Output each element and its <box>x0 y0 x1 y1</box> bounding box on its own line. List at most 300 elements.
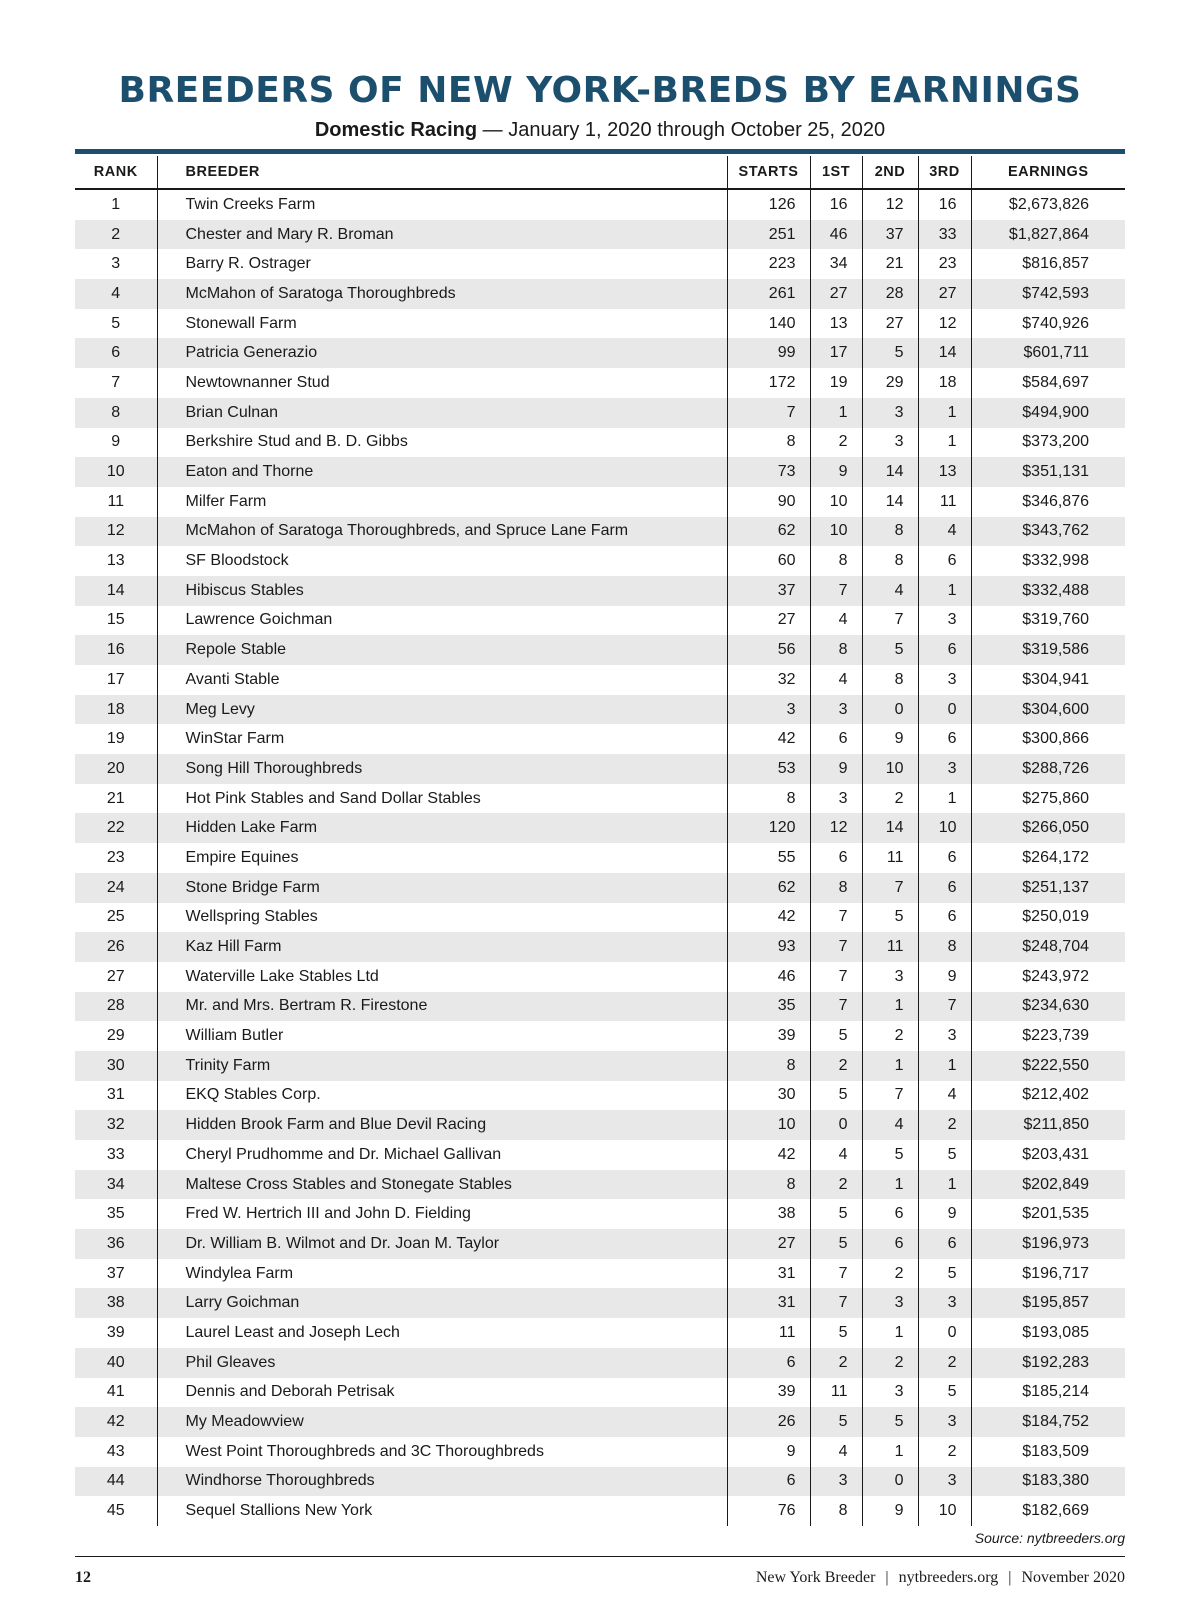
cell-rank: 22 <box>75 813 157 843</box>
cell-third: 13 <box>918 457 971 487</box>
table-row <box>75 309 1125 339</box>
cell-breeder: Laurel Least and Joseph Lech <box>157 1318 727 1348</box>
cell-rank: 33 <box>75 1140 157 1170</box>
cell-breeder: Waterville Lake Stables Ltd <box>157 962 727 992</box>
cell-third: 8 <box>918 932 971 962</box>
cell-third: 1 <box>918 576 971 606</box>
cell-breeder: Dr. William B. Wilmot and Dr. Joan M. Taylor <box>157 1229 727 1259</box>
cell-third: 27 <box>918 279 971 309</box>
cell-rank: 10 <box>75 457 157 487</box>
cell-first: 2 <box>810 1051 862 1081</box>
cell-second: 11 <box>862 932 918 962</box>
cell-earnings: $184,752 <box>971 1407 1125 1437</box>
cell-earnings: $196,717 <box>1022 1264 1089 1282</box>
cell-earnings: $816,857 <box>1022 255 1089 273</box>
cell-starts: 9 <box>727 1437 810 1467</box>
cell-breeder: Barry R. Ostrager <box>157 249 727 279</box>
cell-rank: 38 <box>75 1288 157 1318</box>
col-header-earnings: EARNINGS <box>971 156 1125 189</box>
cell-rank: 45 <box>75 1496 157 1526</box>
cell-earnings: $740,926 <box>1022 314 1089 332</box>
cell-starts: 31 <box>727 1288 810 1318</box>
breeders-table <box>75 156 1125 1526</box>
cell-starts: 73 <box>727 457 810 487</box>
table-row <box>75 1140 1125 1170</box>
cell-starts: 6 <box>727 1348 810 1378</box>
cell-breeder: Cheryl Prudhomme and Dr. Michael Gallivan <box>157 1140 727 1170</box>
cell-breeder: WinStar Farm <box>157 724 727 754</box>
cell-earnings: $275,860 <box>1022 789 1089 807</box>
cell-rank: 32 <box>75 1110 157 1140</box>
cell-starts: 38 <box>727 1199 810 1229</box>
cell-starts: 7 <box>727 398 810 428</box>
cell-first: 19 <box>810 368 862 398</box>
cell-rank: 15 <box>75 606 157 636</box>
cell-first: 4 <box>810 1437 862 1467</box>
table-row <box>75 487 1125 517</box>
cell-breeder: Lawrence Goichman <box>157 606 727 636</box>
cell-second: 7 <box>862 1081 918 1111</box>
cell-starts: 93 <box>727 932 810 962</box>
cell-rank: 42 <box>75 1407 157 1437</box>
cell-starts: 32 <box>727 665 810 695</box>
cell-starts: 39 <box>727 1021 810 1051</box>
cell-rank: 39 <box>75 1318 157 1348</box>
cell-third: 5 <box>918 1259 971 1289</box>
cell-second: 3 <box>862 398 918 428</box>
cell-third: 9 <box>918 962 971 992</box>
cell-first: 8 <box>810 873 862 903</box>
cell-third: 23 <box>918 249 971 279</box>
cell-rank: 18 <box>75 695 157 725</box>
cell-breeder: Wellspring Stables <box>157 903 727 933</box>
cell-breeder: Sequel Stallions New York <box>157 1496 727 1526</box>
cell-third: 3 <box>918 1467 971 1497</box>
cell-first: 8 <box>810 1496 862 1526</box>
cell-third: 1 <box>918 784 971 814</box>
cell-third: 16 <box>918 189 971 220</box>
cell-first: 1 <box>810 398 862 428</box>
cell-rank: 7 <box>75 368 157 398</box>
table-row <box>75 398 1125 428</box>
cell-second: 2 <box>862 1348 918 1378</box>
cell-first: 4 <box>810 665 862 695</box>
table-row <box>75 576 1125 606</box>
cell-breeder: Maltese Cross Stables and Stonegate Stables <box>157 1170 727 1200</box>
cell-first: 8 <box>810 635 862 665</box>
cell-third: 9 <box>918 1199 971 1229</box>
col-header-breeder: BREEDER <box>157 156 727 189</box>
table-row <box>75 1199 1125 1229</box>
cell-rank: 9 <box>75 428 157 458</box>
cell-starts: 99 <box>727 338 810 368</box>
cell-rank: 4 <box>75 279 157 309</box>
cell-breeder: Berkshire Stud and B. D. Gibbs <box>157 428 727 458</box>
cell-starts: 42 <box>727 903 810 933</box>
cell-second: 3 <box>862 1288 918 1318</box>
cell-breeder: Milfer Farm <box>157 487 727 517</box>
cell-rank: 30 <box>75 1051 157 1081</box>
table-row <box>75 873 1125 903</box>
cell-starts: 37 <box>727 576 810 606</box>
cell-second: 14 <box>862 813 918 843</box>
cell-starts: 76 <box>727 1496 810 1526</box>
cell-earnings: $251,137 <box>971 873 1125 903</box>
cell-second: 1 <box>862 1051 918 1081</box>
footer-website: nytbreeders.org <box>898 1569 999 1586</box>
cell-rank: 29 <box>75 1021 157 1051</box>
cell-breeder: Kaz Hill Farm <box>157 932 727 962</box>
cell-rank: 36 <box>75 1229 157 1259</box>
cell-second: 27 <box>862 309 918 339</box>
cell-first: 5 <box>810 1407 862 1437</box>
cell-earnings: $332,488 <box>971 576 1125 606</box>
cell-starts: 31 <box>727 1259 810 1289</box>
cell-second: 29 <box>862 368 918 398</box>
table-row <box>75 1437 1125 1467</box>
cell-earnings: $319,760 <box>1022 611 1089 629</box>
cell-third: 5 <box>918 1140 971 1170</box>
cell-second: 9 <box>862 1496 918 1526</box>
cell-third: 3 <box>918 1288 971 1318</box>
title-rule <box>75 149 1125 154</box>
cell-second: 12 <box>862 189 918 220</box>
table-row <box>75 665 1125 695</box>
cell-breeder: Hidden Brook Farm and Blue Devil Racing <box>157 1110 727 1140</box>
cell-breeder: Larry Goichman <box>157 1288 727 1318</box>
cell-second: 14 <box>862 457 918 487</box>
cell-rank: 23 <box>75 843 157 873</box>
cell-second: 1 <box>862 992 918 1022</box>
cell-breeder: Chester and Mary R. Broman <box>157 220 727 250</box>
cell-breeder: Song Hill Thoroughbreds <box>157 754 727 784</box>
cell-starts: 53 <box>727 754 810 784</box>
cell-first: 10 <box>810 487 862 517</box>
cell-starts: 46 <box>727 962 810 992</box>
table-row <box>75 992 1125 1022</box>
cell-third: 2 <box>918 1348 971 1378</box>
cell-first: 46 <box>810 220 862 250</box>
cell-rank: 37 <box>75 1259 157 1289</box>
table-row <box>75 1021 1125 1051</box>
cell-first: 5 <box>810 1199 862 1229</box>
cell-earnings: $195,857 <box>971 1288 1125 1318</box>
cell-starts: 62 <box>727 873 810 903</box>
footer-publication: New York Breeder <box>755 1569 876 1586</box>
cell-starts: 8 <box>727 1051 810 1081</box>
table-header <box>75 156 1125 189</box>
cell-breeder: Hibiscus Stables <box>157 576 727 606</box>
subtitle-date-range: — January 1, 2020 through October 25, 2020 <box>477 119 886 141</box>
cell-first: 5 <box>810 1229 862 1259</box>
cell-second: 5 <box>862 338 918 368</box>
cell-rank: 35 <box>75 1199 157 1229</box>
cell-earnings: $223,739 <box>1022 1027 1089 1045</box>
cell-first: 7 <box>810 992 862 1022</box>
cell-breeder: Newtownanner Stud <box>157 368 727 398</box>
cell-breeder: Eaton and Thorne <box>157 457 727 487</box>
cell-third: 4 <box>918 517 971 547</box>
cell-breeder: Patricia Generazio <box>157 338 727 368</box>
cell-second: 5 <box>862 903 918 933</box>
cell-second: 10 <box>862 754 918 784</box>
page-subtitle <box>0 119 1200 142</box>
cell-first: 6 <box>810 724 862 754</box>
cell-earnings: $601,711 <box>971 338 1125 368</box>
cell-third: 3 <box>918 754 971 784</box>
cell-earnings: $183,380 <box>971 1467 1125 1497</box>
cell-starts: 90 <box>727 487 810 517</box>
cell-breeder: Hot Pink Stables and Sand Dollar Stables <box>157 784 727 814</box>
table-row <box>75 1467 1125 1497</box>
table-row <box>75 1259 1125 1289</box>
cell-starts: 251 <box>727 220 810 250</box>
cell-rank: 28 <box>75 992 157 1022</box>
cell-breeder: Fred W. Hertrich III and John D. Fielding <box>157 1199 727 1229</box>
table-row <box>75 813 1125 843</box>
cell-third: 5 <box>918 1378 971 1408</box>
table-row <box>75 338 1125 368</box>
cell-breeder: Brian Culnan <box>157 398 727 428</box>
cell-rank: 26 <box>75 932 157 962</box>
cell-rank: 40 <box>75 1348 157 1378</box>
cell-rank: 41 <box>75 1378 157 1408</box>
cell-breeder: Hidden Lake Farm <box>157 813 727 843</box>
cell-first: 27 <box>810 279 862 309</box>
cell-third: 6 <box>918 724 971 754</box>
cell-earnings: $211,850 <box>971 1110 1125 1140</box>
cell-second: 9 <box>862 724 918 754</box>
cell-third: 6 <box>918 546 971 576</box>
cell-second: 1 <box>862 1437 918 1467</box>
cell-first: 5 <box>810 1318 862 1348</box>
cell-second: 8 <box>862 517 918 547</box>
cell-first: 2 <box>810 1170 862 1200</box>
cell-first: 0 <box>810 1110 862 1140</box>
col-header-third: 3RD <box>918 156 971 189</box>
cell-breeder: Stone Bridge Farm <box>157 873 727 903</box>
cell-rank: 8 <box>75 398 157 428</box>
table-row <box>75 1081 1125 1111</box>
cell-earnings: $346,876 <box>1022 492 1089 510</box>
cell-first: 3 <box>810 784 862 814</box>
cell-second: 2 <box>862 1021 918 1051</box>
table-row <box>75 932 1125 962</box>
cell-rank: 21 <box>75 784 157 814</box>
cell-second: 4 <box>862 1110 918 1140</box>
cell-third: 1 <box>918 1170 971 1200</box>
cell-breeder: Mr. and Mrs. Bertram R. Firestone <box>157 992 727 1022</box>
cell-rank: 16 <box>75 635 157 665</box>
cell-first: 12 <box>810 813 862 843</box>
footer-separator: | <box>885 1569 889 1586</box>
cell-earnings: $351,131 <box>971 457 1125 487</box>
cell-first: 10 <box>810 517 862 547</box>
cell-starts: 35 <box>727 992 810 1022</box>
cell-earnings: $584,697 <box>1022 373 1089 391</box>
page-title: BREEDERS OF NEW YORK-BREDS BY EARNINGS <box>118 70 1082 111</box>
cell-starts: 140 <box>727 309 810 339</box>
cell-third: 6 <box>918 873 971 903</box>
cell-second: 11 <box>862 843 918 873</box>
cell-starts: 42 <box>727 724 810 754</box>
cell-earnings: $319,586 <box>971 635 1125 665</box>
cell-earnings: $243,972 <box>1022 967 1089 985</box>
cell-starts: 62 <box>727 517 810 547</box>
cell-third: 0 <box>918 695 971 725</box>
cell-earnings: $202,849 <box>971 1170 1125 1200</box>
cell-rank: 44 <box>75 1467 157 1497</box>
cell-earnings: $742,593 <box>971 279 1125 309</box>
cell-earnings: $300,866 <box>1022 730 1089 748</box>
cell-rank: 24 <box>75 873 157 903</box>
cell-first: 3 <box>810 1467 862 1497</box>
cell-earnings: $222,550 <box>971 1051 1125 1081</box>
cell-earnings: $288,726 <box>971 754 1125 784</box>
cell-earnings: $332,998 <box>1022 552 1089 570</box>
cell-earnings: $248,704 <box>971 932 1125 962</box>
table-row <box>75 220 1125 250</box>
cell-starts: 42 <box>727 1140 810 1170</box>
table-row <box>75 1170 1125 1200</box>
cell-first: 6 <box>810 843 862 873</box>
footer-separator: | <box>1008 1569 1012 1586</box>
cell-third: 10 <box>918 1496 971 1526</box>
table-row <box>75 695 1125 725</box>
cell-breeder: Twin Creeks Farm <box>157 189 727 220</box>
cell-breeder: Meg Levy <box>157 695 727 725</box>
table-row <box>75 903 1125 933</box>
table-row <box>75 1051 1125 1081</box>
cell-earnings: $212,402 <box>1022 1086 1089 1104</box>
cell-breeder: Avanti Stable <box>157 665 727 695</box>
page-number: 12 <box>75 1569 91 1586</box>
cell-rank: 13 <box>75 546 157 576</box>
cell-starts: 120 <box>727 813 810 843</box>
cell-earnings: $2,673,826 <box>1008 195 1089 213</box>
cell-rank: 3 <box>75 249 157 279</box>
cell-rank: 19 <box>75 724 157 754</box>
cell-third: 0 <box>918 1318 971 1348</box>
cell-earnings: $185,214 <box>1022 1383 1089 1401</box>
cell-third: 6 <box>918 635 971 665</box>
cell-earnings: $201,535 <box>1022 1205 1089 1223</box>
cell-earnings: $192,283 <box>971 1348 1125 1378</box>
col-header-starts: STARTS <box>727 156 810 189</box>
cell-first: 7 <box>810 932 862 962</box>
cell-second: 21 <box>862 249 918 279</box>
cell-first: 7 <box>810 903 862 933</box>
cell-second: 8 <box>862 546 918 576</box>
cell-starts: 8 <box>727 1170 810 1200</box>
cell-third: 3 <box>918 606 971 636</box>
cell-breeder: Stonewall Farm <box>157 309 727 339</box>
cell-first: 7 <box>810 1288 862 1318</box>
footer-rule <box>75 1556 1125 1557</box>
cell-first: 2 <box>810 428 862 458</box>
cell-first: 3 <box>810 695 862 725</box>
cell-starts: 261 <box>727 279 810 309</box>
cell-earnings: $373,200 <box>1022 433 1089 451</box>
cell-second: 3 <box>862 428 918 458</box>
cell-third: 1 <box>918 428 971 458</box>
cell-second: 1 <box>862 1170 918 1200</box>
cell-first: 5 <box>810 1021 862 1051</box>
cell-second: 5 <box>862 1407 918 1437</box>
cell-rank: 25 <box>75 903 157 933</box>
cell-third: 4 <box>918 1081 971 1111</box>
cell-second: 5 <box>862 1140 918 1170</box>
cell-earnings: $203,431 <box>1022 1145 1089 1163</box>
cell-earnings: $250,019 <box>1022 908 1089 926</box>
cell-second: 6 <box>862 1199 918 1229</box>
cell-starts: 223 <box>727 249 810 279</box>
footer-issue: November 2020 <box>1021 1569 1125 1586</box>
cell-earnings: $264,172 <box>1022 848 1089 866</box>
table-body <box>75 189 1125 1526</box>
table-row <box>75 754 1125 784</box>
cell-second: 4 <box>862 576 918 606</box>
cell-rank: 27 <box>75 962 157 992</box>
cell-breeder: McMahon of Saratoga Thoroughbreds, and Spruce Lane Farm <box>157 517 727 547</box>
cell-rank: 17 <box>75 665 157 695</box>
cell-second: 0 <box>862 695 918 725</box>
cell-breeder: McMahon of Saratoga Thoroughbreds <box>157 279 727 309</box>
cell-breeder: Trinity Farm <box>157 1051 727 1081</box>
cell-earnings: $304,941 <box>1022 670 1089 688</box>
table-row <box>75 606 1125 636</box>
cell-starts: 39 <box>727 1378 810 1408</box>
table-row <box>75 1318 1125 1348</box>
cell-first: 7 <box>810 576 862 606</box>
cell-first: 8 <box>810 546 862 576</box>
col-header-first: 1ST <box>810 156 862 189</box>
cell-first: 16 <box>810 189 862 220</box>
cell-third: 2 <box>918 1110 971 1140</box>
cell-breeder: William Butler <box>157 1021 727 1051</box>
cell-rank: 14 <box>75 576 157 606</box>
header-row <box>75 156 1125 189</box>
cell-third: 14 <box>918 338 971 368</box>
cell-third: 7 <box>918 992 971 1022</box>
cell-breeder: Dennis and Deborah Petrisak <box>157 1378 727 1408</box>
cell-earnings: $182,669 <box>1022 1502 1089 1520</box>
table-row <box>75 784 1125 814</box>
table-row <box>75 1378 1125 1408</box>
cell-earnings: $494,900 <box>971 398 1125 428</box>
cell-third: 10 <box>918 813 971 843</box>
cell-starts: 56 <box>727 635 810 665</box>
table-row <box>75 189 1125 220</box>
table-row <box>75 1229 1125 1259</box>
cell-second: 1 <box>862 1318 918 1348</box>
cell-rank: 43 <box>75 1437 157 1467</box>
subtitle-bold: Domestic Racing <box>314 119 478 141</box>
cell-starts: 126 <box>727 189 810 220</box>
cell-breeder: Phil Gleaves <box>157 1348 727 1378</box>
table-row <box>75 546 1125 576</box>
cell-earnings: $304,600 <box>971 695 1125 725</box>
cell-rank: 20 <box>75 754 157 784</box>
cell-second: 28 <box>862 279 918 309</box>
table-row <box>75 1407 1125 1437</box>
footer-credits <box>756 1569 1125 1587</box>
cell-third: 6 <box>918 903 971 933</box>
cell-rank: 6 <box>75 338 157 368</box>
cell-first: 9 <box>810 754 862 784</box>
table-row <box>75 249 1125 279</box>
cell-rank: 11 <box>75 487 157 517</box>
